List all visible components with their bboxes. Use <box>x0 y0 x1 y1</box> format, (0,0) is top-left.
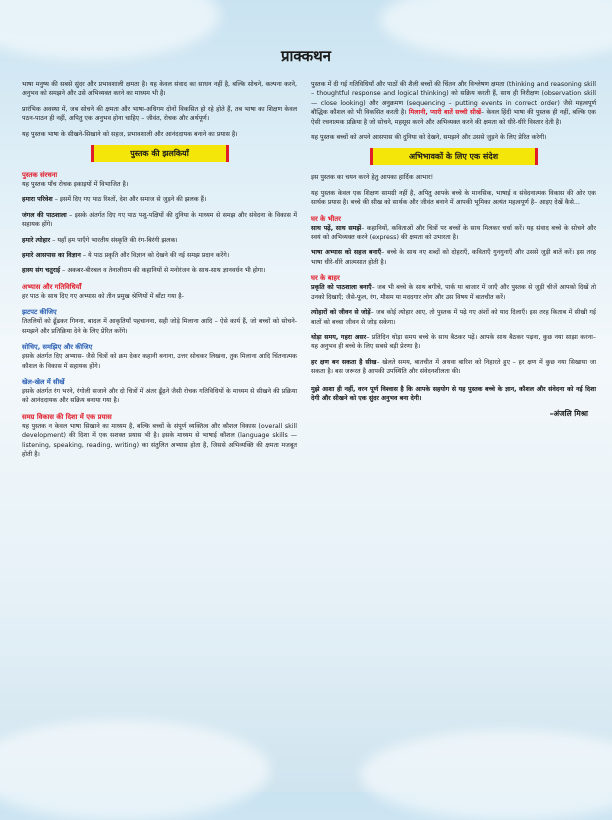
intro-paragraph: भाषा मनुष्य की सबसे सुंदर और प्रभावशाली क्षमता है। यह केवल संवाद का साधन नहीं है, बल्कि सोचने, कल्पना करने, अनुभव को समझने और उसे अभिव्यक्त करने का माध्यम भी है। <box>22 81 297 98</box>
closing-paragraph: मुझे आशा ही नहीं, वरन पूर्ण विश्वास है कि आपके सहयोग से यह पुस्तक बच्चे के ज्ञान, कौशल और संवेदना को नई दिशा देगी और सीखने को एक सुंदर अनुभव बना देगी। <box>311 385 596 402</box>
unit-description: – यहाँ हम पाएँगे भारतीय संस्कृति की रंग-बिरंगी झलक। <box>52 236 178 244</box>
right-column <box>311 80 596 419</box>
tip-item <box>311 358 596 377</box>
unit-item <box>22 266 297 275</box>
unit-description: – इसमें दिए गए पाठ रिश्तों, देश और समाज से जुड़ने की झलक हैं। <box>54 196 207 204</box>
unit-title: जंगल की पाठशाला <box>22 211 67 219</box>
tip-text: – खेलते समय, बातचीत में अथवा बारिश को निहारते हुए – हर क्षण में कुछ नया सिखाया जा सकता है। बस जरूरत है आपकी उपस्थिति और संवेदनशीलता की। <box>311 358 597 376</box>
activity-heading: खेल-खेल में सीखें <box>22 377 65 386</box>
cloud-decoration <box>360 730 612 820</box>
page-title: प्राक्कथन <box>280 47 332 65</box>
section-heading: घर के भीतर <box>311 214 341 223</box>
tip-item <box>311 224 596 243</box>
tip-title: साथ पढ़ें, साथ समझें <box>311 224 362 232</box>
unit-description: – इसके अंतर्गत दिए गए पाठ पशु-पक्षियों की दुनिया के माध्यम से समझ और संवेदना के विकास में सहायक होंगे। <box>22 211 297 229</box>
book-title-highlight: मिलानी, प्यारी बातें सच्ची सीखें <box>408 109 482 117</box>
tip-title: प्रकृति को पाठशाला बनाएँ <box>311 284 372 292</box>
tip-item <box>311 308 596 327</box>
tip-title: भाषा अभ्यास को सहज बनाएँ <box>311 249 382 257</box>
unit-item <box>22 211 297 230</box>
tip-title: त्योहारों को जीवन से जोड़ें <box>311 309 371 317</box>
activity-heading: सोचिए, समझिए और कीजिए <box>22 343 93 352</box>
section-heading: घर के बाहर <box>311 274 340 283</box>
unit-description: – ये पाठ प्रकृति और विज्ञान को देखने की नई समझ प्रदान करेंगे। <box>82 252 230 260</box>
section-banner-highlights: पुस्तक की झलकियाँ <box>91 145 229 162</box>
tip-text: – कहानियों, कविताओं और चित्रों पर बच्चों के साथ मिलकर चर्चा करें। यह संवाद बच्चे के सोचने और स्वयं को अभिव्यक्त करने (express) की क्षमता को उभारता है। <box>311 224 596 242</box>
section-banner-parents: अभिभावकों के लिए एक संदेश <box>370 148 538 165</box>
tip-text: – बच्चे के साथ नए शब्दों को दोहराएँ, कविताएँ गुनगुनाएँ और उससे जुड़ी बातें करें। इस तरह भाषा धीरे-धीरे आत्मसात होती है। <box>311 249 596 266</box>
section-text: हर पाठ के साथ दिए गए अभ्यास को तीन प्रमुख श्रेणियों में बाँटा गया है- <box>22 292 184 300</box>
unit-item <box>22 195 297 204</box>
unit-description: – अकबर-बीरबल व तेनालीराम की कहानियों से मनोरंजन के साथ-साथ ज्ञानवर्धन भी होगा। <box>62 267 266 275</box>
features-paragraph: यह पुस्तक बच्चों को अपने आसपास की दुनिया को देखने, समझने और उससे जुड़ने के लिए प्रेरित करेगी। <box>311 134 547 142</box>
tip-item <box>311 333 596 352</box>
activity-text: इसके अंतर्गत रंग भरने, रंगोली सजाने और दो चित्रों में अंतर ढूँढ़ने जैसी रोचक गतिविधियों के माध्यम से सीखने की प्रक्रिया को आनंददायक और सक्रिय बनाया गया है। <box>22 387 297 405</box>
unit-item <box>22 236 297 245</box>
tip-title: थोड़ा समय, गहरा असर <box>311 333 367 341</box>
unit-title: हमारा परिवेश <box>22 196 53 204</box>
intro-paragraph: यह पुस्तक भाषा के सीखने-सिखाने को सहज, प्रभावशाली और आनंददायक बनाने का प्रयास है। <box>22 130 238 138</box>
section-heading: समग्र विकास की दिशा में एक प्रयास <box>22 412 112 421</box>
parents-paragraph: यह पुस्तक केवल एक शिक्षण सामग्री नहीं है, अपितु आपके बच्चे के मानसिक, भाषाई व संवेदनात्मक विकास की ओर एक सार्थक प्रयास है। बच्चे की सीख को सार्थक और जीवंत बनाने में आपकी भूमिका अत्यंत महत्वपूर्ण है– आइए देखें कैसे... <box>311 189 596 207</box>
activity-heading: झटपट कीजिए <box>22 308 57 317</box>
unit-title: हमारे आसपास का विज्ञान <box>22 252 81 260</box>
intro-paragraph: प्रारंभिक अवस्था में, जब सोचने की क्षमता और भाषा-अधिगम दोनों विकसित हो रहे होते हैं, तब भाषा का शिक्षण केवल पठन-पाठन ही नहीं, अपितु एक अनुभव होना चाहिए – जीवंत, रोचक और अर्थपूर्ण। <box>22 105 297 123</box>
tip-text: – जब भी बच्चे के साथ बगीचे, पार्क या बाजार में जाएँ और पुस्तक से जुड़ी चीजें आपको दिखें तो उनको दिखाएँ; जैसे-फूल, रंग, मौसम या मददगार लोग और उस विषय में बातचीत करें। <box>311 284 596 301</box>
unit-item <box>22 251 297 260</box>
activity-text: इसके अंतर्गत दिए अभ्यास- जैसे चित्रों को क्रम देकर कहानी बनाना, उत्तर सोचकर लिखना, तुक मिलाना आदि चिंतनात्मक कौशल के विकास में सहायक होंगे। <box>22 353 297 370</box>
unit-title: हमारे त्योहार <box>22 236 51 244</box>
tip-item <box>311 248 596 267</box>
features-text: – केवल हिंदी भाषा की पुस्तक ही नहीं, बल्कि एक ऐसी रचनात्मक प्रक्रिया है जो सोचने, महसूस करने और अभिव्यक्त करने की क्षमता को धीरे-धीरे विस्तार देती है। <box>311 109 596 126</box>
section-text: यह पुस्तक न केवल भाषा सिखाने का माध्यम है, बल्कि बच्चों के संपूर्ण व्यक्तित्व और कौशल विकास (overall skill development) की दिशा में एक सशक्त प्रयास भी है। इसके माध्यम से भाषाई कौशल (language skills — listening, speaking, reading, writing) का संतुलित अभ्यास होता है, जिससे अभिव्यक्ति की क्षमता मजबूत होती है। <box>22 422 297 458</box>
thanks-text: इस पुस्तक का चयन करने हेतु आपका हार्दिक आभार! <box>311 174 434 182</box>
section-heading: अभ्यास और गतिविधियाँ <box>22 282 82 291</box>
tip-title: हर क्षण बन सकता है सीख <box>311 358 377 366</box>
features-paragraph <box>311 80 596 127</box>
unit-title: हास्य संग चतुराई <box>22 267 61 275</box>
tip-item <box>311 283 596 302</box>
section-heading: पुस्तक संरचना <box>22 171 58 180</box>
features-text: पुस्तक में दी गई गतिविधियाँ और पाठों की शैली बच्चों की चिंतन और विश्लेषण क्षमता (thinking and reasoning skill – thoughtful response and logical thinking) को सक्रिय करती हैं, साथ ही निरीक्षण (observation skill — close looking) और अनुक्रमण (sequencing – putting events in correct order) जैसे महत्वपूर्ण बौद्धिक कौशल को भी विकसित करती है। <box>311 81 596 117</box>
tip-text: – प्रतिदिन थोड़ा समय बच्चे के साथ बैठकर पढ़ें। आपके साथ बैठकर पढ़ना, कुछ नया साझा करना– यह अनुभव ही बच्चे के लिए सबसे बड़ी प्रेरणा है। <box>311 333 596 351</box>
activity-text: तितलियों को ढूँढकर गिनना, बादल में आकृतियाँ पहचानना, सही जोड़े मिलाना आदि – ऐसे कार्य हैं, जो बच्चों को सोचने-समझने और प्रतिक्रिया देने के लिए प्रेरित करेंगे। <box>22 318 297 335</box>
tip-text: – जब कोई त्योहार आए, तो पुस्तक में पढ़े गए अंशों को याद दिलाएँ। इस तरह किताब में सीखी गई बातों को बच्चा जीवन से जोड़ सकेगा। <box>311 309 596 326</box>
section-text: यह पुस्तक पाँच रोचक इकाइयों में विभाजित है। <box>22 181 129 189</box>
left-column <box>22 80 297 465</box>
cloud-decoration <box>0 720 270 820</box>
author-signature: –अंजलि मिश्रा <box>549 409 588 419</box>
